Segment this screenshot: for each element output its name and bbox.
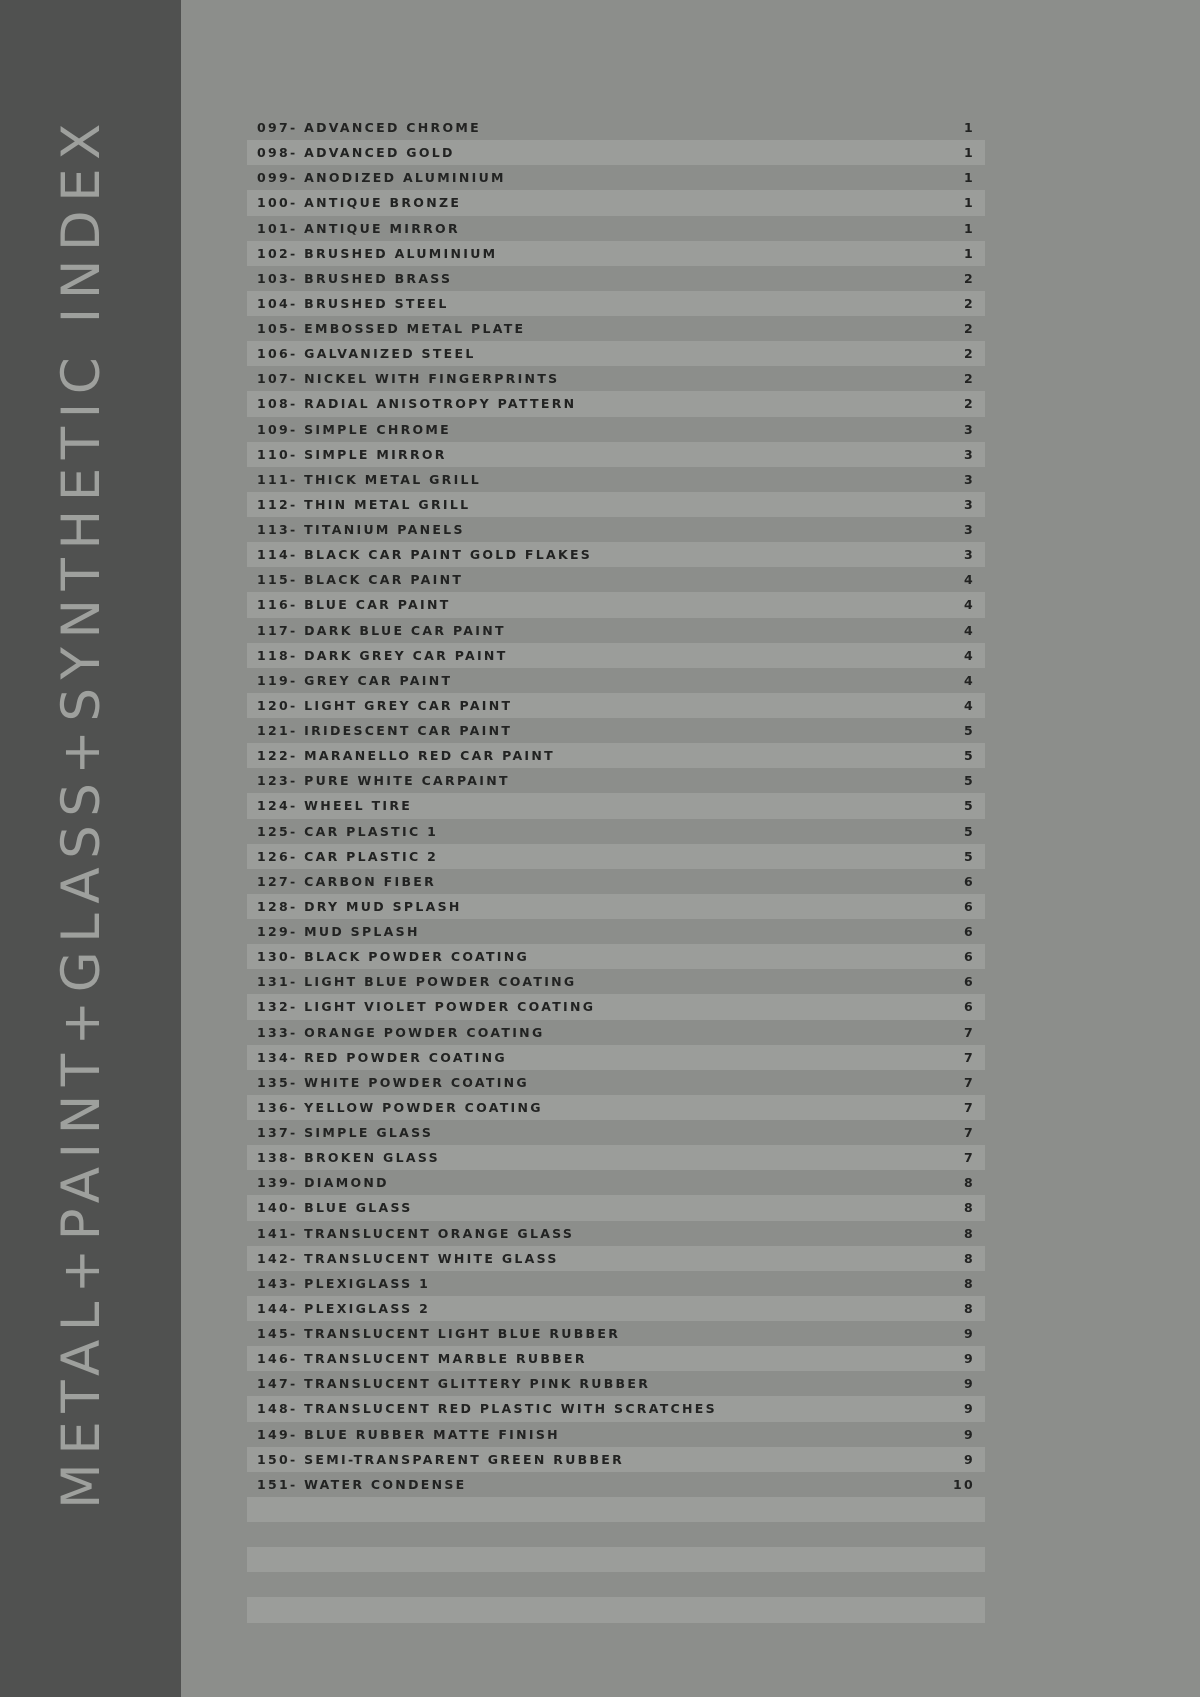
entry-label: 136- YELLOW POWDER COATING	[257, 1099, 543, 1115]
index-entry	[247, 316, 985, 341]
entry-label: 133- ORANGE POWDER COATING	[257, 1024, 545, 1040]
index-entry	[247, 819, 985, 844]
entry-label: 109- SIMPLE CHROME	[257, 421, 452, 437]
entry-page-number: 1	[964, 220, 975, 236]
index-entry	[247, 241, 985, 266]
entry-label: 141- TRANSLUCENT ORANGE GLASS	[257, 1225, 575, 1241]
entry-label: 128- DRY MUD SPLASH	[257, 898, 462, 914]
entry-label: 122- MARANELLO RED CAR PAINT	[257, 748, 555, 764]
index-entry	[247, 869, 985, 894]
entry-page-number: 5	[964, 848, 975, 864]
index-entry	[247, 1095, 985, 1120]
entry-page-number: 1	[964, 170, 975, 186]
index-entry	[247, 994, 985, 1019]
entry-page-number: 8	[964, 1200, 975, 1216]
entry-label: 113- TITANIUM PANELS	[257, 522, 465, 538]
index-entry	[247, 793, 985, 818]
index-entry	[247, 216, 985, 241]
index-entry	[247, 1145, 985, 1170]
index-entry	[247, 1371, 985, 1396]
entry-page-number: 3	[964, 446, 975, 462]
index-entry	[247, 1346, 985, 1371]
index-entry	[247, 1120, 985, 1145]
entry-page-number: 9	[964, 1351, 975, 1367]
entry-label: 143- PLEXIGLASS 1	[257, 1275, 431, 1291]
index-entry	[247, 592, 985, 617]
entry-page-number: 3	[964, 547, 975, 563]
entry-label: 100- ANTIQUE BRONZE	[257, 195, 462, 211]
entry-page-number: 8	[964, 1175, 975, 1191]
entry-label: 126- CAR PLASTIC 2	[257, 848, 439, 864]
entry-label: 121- IRIDESCENT CAR PAINT	[257, 723, 513, 739]
entry-label: 098- ADVANCED GOLD	[257, 145, 455, 161]
entry-label: 123- PURE WHITE CARPAINT	[257, 773, 510, 789]
entry-label: 139- DIAMOND	[257, 1175, 389, 1191]
index-entry	[247, 919, 985, 944]
entry-page-number: 5	[964, 723, 975, 739]
entry-label: 130- BLACK POWDER COATING	[257, 949, 530, 965]
index-entry	[247, 894, 985, 919]
index-entry	[247, 1195, 985, 1220]
entry-label: 118- DARK GREY CAR PAINT	[257, 647, 508, 663]
entry-page-number: 4	[964, 597, 975, 613]
entry-page-number: 9	[964, 1451, 975, 1467]
entry-page-number: 8	[964, 1250, 975, 1266]
entry-label: 138- BROKEN GLASS	[257, 1150, 440, 1166]
entry-label: 124- WHEEL TIRE	[257, 798, 413, 814]
index-entry	[247, 417, 985, 442]
entry-page-number: 1	[964, 120, 975, 136]
entry-page-number: 7	[964, 1099, 975, 1115]
entry-label: 148- TRANSLUCENT RED PLASTIC WITH SCRATCHES	[257, 1401, 717, 1417]
entry-label: 129- MUD SPLASH	[257, 924, 420, 940]
entry-page-number: 4	[964, 572, 975, 588]
entry-label: 135- WHITE POWDER COATING	[257, 1074, 529, 1090]
entry-label: 114- BLACK CAR PAINT GOLD FLAKES	[257, 547, 593, 563]
entry-page-number: 2	[964, 346, 975, 362]
index-entry	[247, 1572, 985, 1597]
index-entry	[247, 1296, 985, 1321]
entry-page-number: 2	[964, 270, 975, 286]
entry-page-number: 8	[964, 1300, 975, 1316]
index-entry	[247, 768, 985, 793]
entry-page-number: 1	[964, 145, 975, 161]
sidebar	[0, 0, 181, 1697]
entry-page-number: 7	[964, 1024, 975, 1040]
entry-label: 108- RADIAL ANISOTROPY PATTERN	[257, 396, 577, 412]
entry-label: 127- CARBON FIBER	[257, 873, 437, 889]
index-entry	[247, 140, 985, 165]
entry-label: 102- BRUSHED ALUMINIUM	[257, 245, 498, 261]
entry-label: 103- BRUSHED BRASS	[257, 270, 453, 286]
index-entry	[247, 1020, 985, 1045]
entry-page-number: 4	[964, 647, 975, 663]
index-entry	[247, 944, 985, 969]
entry-page-number: 6	[964, 924, 975, 940]
index-entry	[247, 618, 985, 643]
entry-label: 111- THICK METAL GRILL	[257, 471, 482, 487]
entry-page-number: 6	[964, 873, 975, 889]
entry-label: 104- BRUSHED STEEL	[257, 295, 449, 311]
entry-label: 110- SIMPLE MIRROR	[257, 446, 447, 462]
entry-label: 145- TRANSLUCENT LIGHT BLUE RUBBER	[257, 1326, 621, 1342]
index-entry	[247, 366, 985, 391]
index-entry	[247, 442, 985, 467]
entry-label: 117- DARK BLUE CAR PAINT	[257, 622, 506, 638]
index-entry	[247, 567, 985, 592]
index-entry	[247, 1497, 985, 1522]
index-entry	[247, 1170, 985, 1195]
entry-label: 107- NICKEL WITH FINGERPRINTS	[257, 371, 560, 387]
entry-label: 132- LIGHT VIOLET POWDER COATING	[257, 999, 596, 1015]
entry-label: 112- THIN METAL GRILL	[257, 496, 471, 512]
entry-page-number: 7	[964, 1049, 975, 1065]
entry-page-number: 4	[964, 697, 975, 713]
index-entry	[247, 1623, 985, 1648]
entry-page-number: 4	[964, 672, 975, 688]
entry-label: 106- GALVANIZED STEEL	[257, 346, 476, 362]
index-entry	[247, 517, 985, 542]
entry-page-number: 9	[964, 1376, 975, 1392]
index-entry	[247, 743, 985, 768]
entry-page-number: 5	[964, 773, 975, 789]
index-entry	[247, 1547, 985, 1572]
entry-page-number: 6	[964, 999, 975, 1015]
entry-page-number: 2	[964, 321, 975, 337]
index-entry	[247, 266, 985, 291]
index-entry	[247, 1522, 985, 1547]
entry-label: 125- CAR PLASTIC 1	[257, 823, 439, 839]
entry-page-number: 7	[964, 1074, 975, 1090]
sidebar-title: METAL+PAINT+GLASS+SYNTHETIC INDEX	[51, 115, 112, 1509]
entry-label: 150- SEMI-TRANSPARENT GREEN RUBBER	[257, 1451, 625, 1467]
entry-page-number: 6	[964, 974, 975, 990]
index-entry	[247, 1422, 985, 1447]
entry-label: 099- ANODIZED ALUMINIUM	[257, 170, 506, 186]
index-entry	[247, 693, 985, 718]
index-entry	[247, 1321, 985, 1346]
entry-label: 151- WATER CONDENSE	[257, 1476, 467, 1492]
entry-label: 147- TRANSLUCENT GLITTERY PINK RUBBER	[257, 1376, 651, 1392]
index-entry	[247, 1597, 985, 1622]
index-entry	[247, 1246, 985, 1271]
index-entry	[247, 467, 985, 492]
index-entry	[247, 969, 985, 994]
entry-label: 131- LIGHT BLUE POWDER COATING	[257, 974, 577, 990]
entry-label: 120- LIGHT GREY CAR PAINT	[257, 697, 513, 713]
entry-page-number: 6	[964, 949, 975, 965]
entry-page-number: 1	[964, 195, 975, 211]
index-entry	[247, 643, 985, 668]
entry-page-number: 9	[964, 1426, 975, 1442]
entry-label: 140- BLUE GLASS	[257, 1200, 413, 1216]
entry-label: 142- TRANSLUCENT WHITE GLASS	[257, 1250, 559, 1266]
index-list	[247, 115, 985, 1648]
entry-page-number: 2	[964, 371, 975, 387]
index-entry	[247, 391, 985, 416]
entry-page-number: 4	[964, 622, 975, 638]
entry-label: 137- SIMPLE GLASS	[257, 1125, 434, 1141]
index-entry	[247, 1447, 985, 1472]
entry-page-number: 10	[953, 1476, 975, 1492]
entry-label: 149- BLUE RUBBER MATTE FINISH	[257, 1426, 560, 1442]
index-entry	[247, 1045, 985, 1070]
index-entry	[247, 1271, 985, 1296]
index-entry	[247, 1070, 985, 1095]
entry-page-number: 2	[964, 396, 975, 412]
entry-page-number: 9	[964, 1401, 975, 1417]
entry-label: 116- BLUE CAR PAINT	[257, 597, 451, 613]
index-entry	[247, 165, 985, 190]
index-entry	[247, 718, 985, 743]
index-entry	[247, 1472, 985, 1497]
entry-page-number: 5	[964, 748, 975, 764]
entry-label: 101- ANTIQUE MIRROR	[257, 220, 460, 236]
entry-page-number: 8	[964, 1225, 975, 1241]
entry-page-number: 3	[964, 522, 975, 538]
entry-label: 115- BLACK CAR PAINT	[257, 572, 464, 588]
index-entry	[247, 115, 985, 140]
entry-label: 119- GREY CAR PAINT	[257, 672, 453, 688]
entry-page-number: 5	[964, 798, 975, 814]
index-entry	[247, 341, 985, 366]
index-entry	[247, 1221, 985, 1246]
entry-page-number: 3	[964, 471, 975, 487]
entry-page-number: 1	[964, 245, 975, 261]
index-entry	[247, 668, 985, 693]
entry-page-number: 3	[964, 421, 975, 437]
entry-page-number: 7	[964, 1150, 975, 1166]
entry-label: 146- TRANSLUCENT MARBLE RUBBER	[257, 1351, 587, 1367]
entry-page-number: 9	[964, 1326, 975, 1342]
index-entry	[247, 844, 985, 869]
entry-page-number: 5	[964, 823, 975, 839]
index-entry	[247, 542, 985, 567]
entry-page-number: 8	[964, 1275, 975, 1291]
entry-label: 097- ADVANCED CHROME	[257, 120, 481, 136]
entry-page-number: 2	[964, 295, 975, 311]
entry-page-number: 6	[964, 898, 975, 914]
index-entry	[247, 1396, 985, 1421]
index-entry	[247, 291, 985, 316]
entry-label: 105- EMBOSSED METAL PLATE	[257, 321, 526, 337]
entry-label: 144- PLEXIGLASS 2	[257, 1300, 431, 1316]
index-entry	[247, 492, 985, 517]
entry-label: 134- RED POWDER COATING	[257, 1049, 507, 1065]
entry-page-number: 3	[964, 496, 975, 512]
entry-page-number: 7	[964, 1125, 975, 1141]
index-entry	[247, 190, 985, 215]
